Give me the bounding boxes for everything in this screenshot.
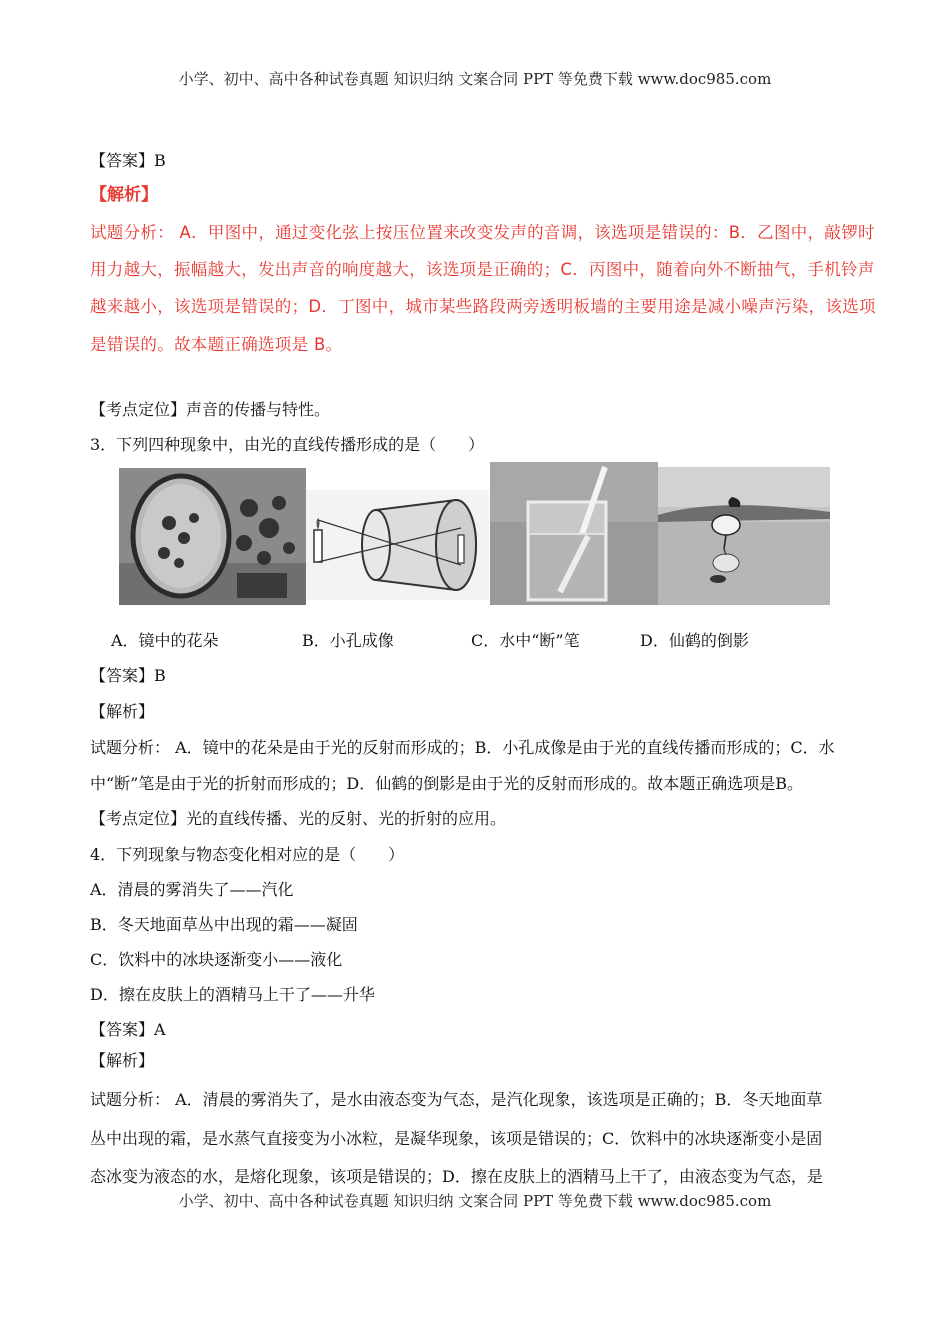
q4-option-b: B．冬天地面草丛中出现的霜——凝固 [90, 915, 358, 934]
q3-option-d: D．仙鹤的倒影 [640, 631, 749, 650]
q4-question: 4．下列现象与物态变化相对应的是（ ） [90, 845, 405, 864]
q4-answer: 【答案】A [90, 1020, 166, 1039]
q4-option-c: C．饮料中的冰块逐渐变小——液化 [90, 950, 343, 969]
q4-option-d: D．擦在皮肤上的酒精马上干了——升华 [90, 985, 375, 1004]
q3-analysis-line: 中“断”笔是由于光的折射而形成的；D．仙鹤的倒影是由于光的反射而形成的。故本题正确选项是B。 [90, 774, 803, 793]
q2-analysis-line: 试题分析： A．甲图中，通过变化弦上按压位置来改变发声的音调，该选项是错误的：B．乙图中，敲锣时 [90, 223, 875, 242]
q3-answer: 【答案】B [90, 666, 166, 685]
picture-crane-reflection [658, 467, 830, 605]
q3-analysis-title: 【解析】 [90, 702, 155, 721]
q4-analysis-line: 态冰变为液态的水，是熔化现象，该项是错误的；D．擦在皮肤上的酒精马上干了，由液态变为气态，是 [90, 1167, 823, 1186]
q4-analysis-title: 【解析】 [90, 1051, 155, 1070]
page-footer: 小学、初中、高中各种试卷真题 知识归纳 文案合同 PPT 等免费下载 www.doc985.com [178, 1192, 772, 1210]
q4-analysis-line: 试题分析： A．清晨的雾消失了，是水由液态变为气态，是汽化现象，该选项是正确的；B．冬天地面草 [90, 1090, 823, 1109]
q3-option-c: C．水中“断”笔 [471, 631, 580, 650]
q4-analysis-line: 丛中出现的霜，是水蒸气直接变为小冰粒，是凝华现象，该项是错误的；C．饮料中的冰块逐渐变小是固 [90, 1129, 823, 1148]
q3-question: 3．下列四种现象中，由光的直线传播形成的是（ ） [90, 435, 485, 454]
q2-analysis-title: 【解析】 [90, 185, 158, 205]
q2-analysis-line: 是错误的。故本题正确选项是 B。 [90, 335, 343, 354]
q2-analysis-line: 用力越大，振幅越大，发出声音的响度越大，该选项是正确的；C．丙图中，随着向外不断抽气，手机铃声 [90, 260, 875, 279]
q2-analysis-line: 越来越小，该选项是错误的；D．丁图中，城市某些路段两旁透明板墙的主要用途是减小噪声污染，该选项 [90, 297, 876, 316]
picture-pinhole-camera [306, 490, 489, 600]
picture-bent-pencil [490, 462, 658, 605]
q3-option-b: B．小孔成像 [302, 631, 394, 650]
picture-mirror-flowers [119, 468, 306, 605]
q4-option-a: A．清晨的雾消失了——汽化 [90, 880, 294, 899]
q3-option-a: A．镜中的花朵 [111, 631, 219, 650]
q3-analysis-line: 试题分析： A．镜中的花朵是由于光的反射而形成的；B．小孔成像是由于光的直线传播而形成的；C．水 [90, 738, 835, 757]
q3-point: 【考点定位】光的直线传播、光的反射、光的折射的应用。 [90, 809, 507, 828]
q2-answer: 【答案】B [90, 151, 166, 170]
page-header: 小学、初中、高中各种试卷真题 知识归纳 文案合同 PPT 等免费下载 www.doc985.com [178, 70, 772, 88]
q2-point: 【考点定位】声音的传播与特性。 [90, 400, 331, 419]
